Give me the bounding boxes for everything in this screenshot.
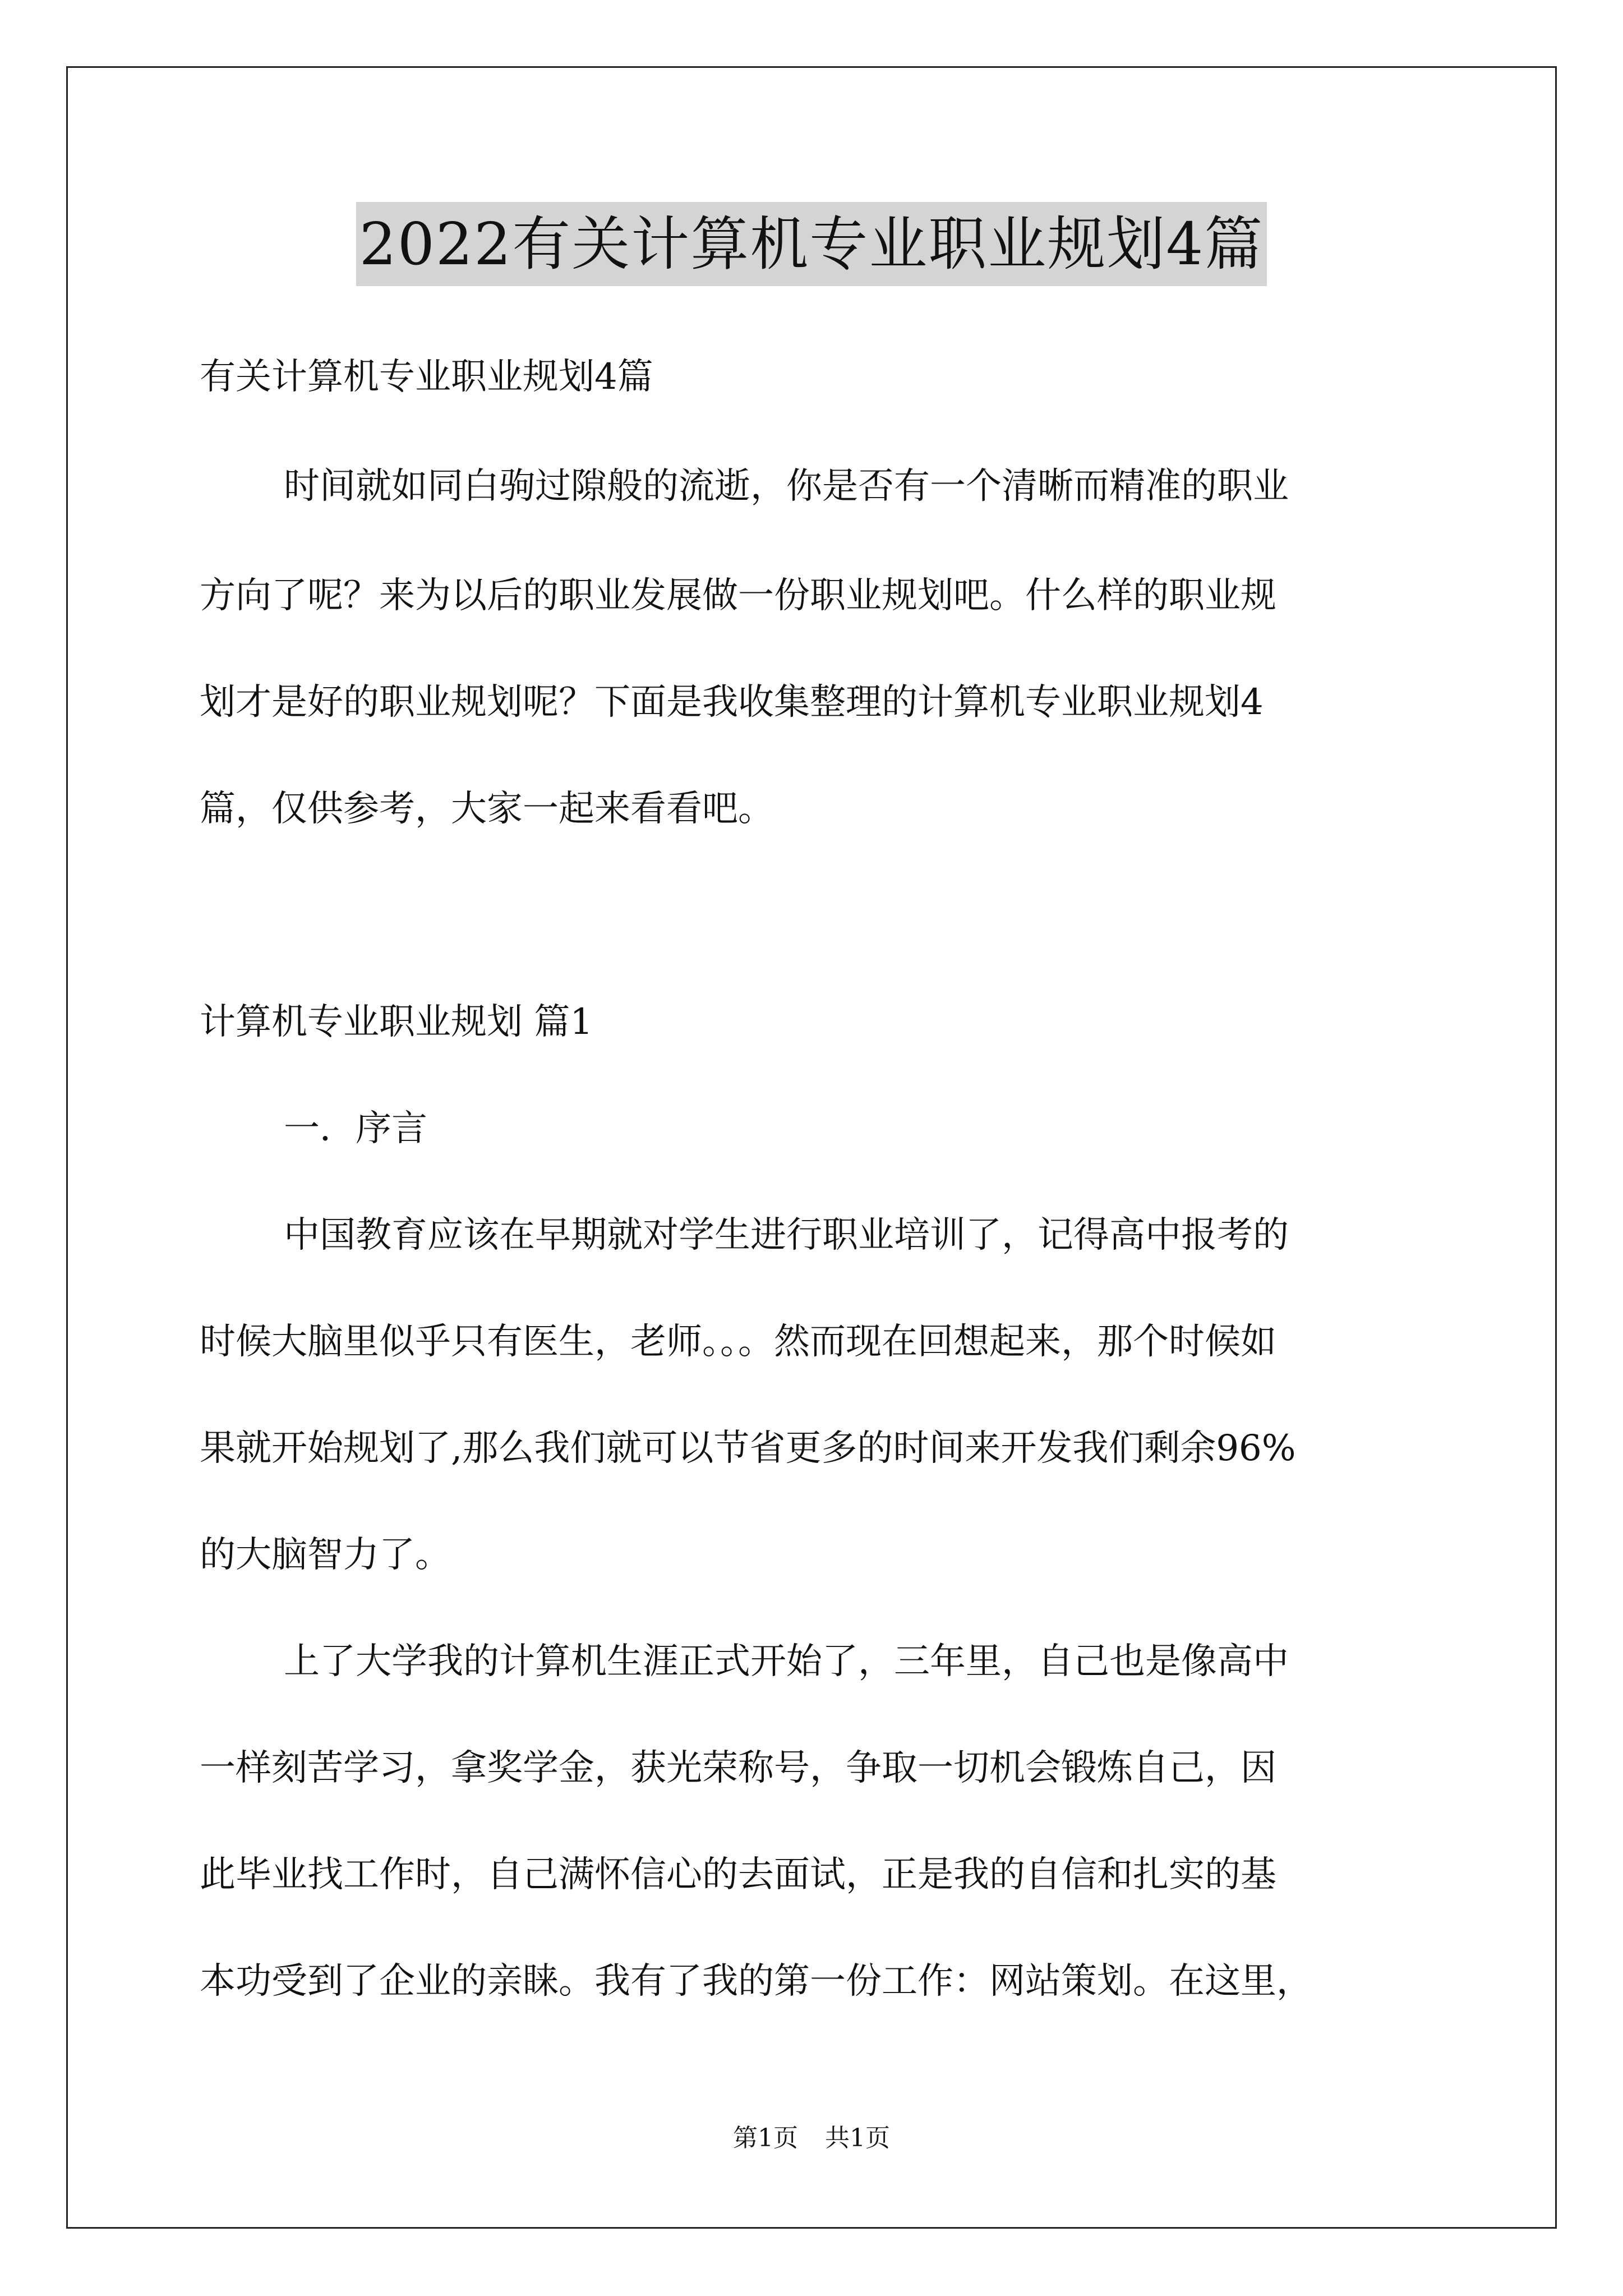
paragraph2-line-4: 本功受到了企业的亲睐。我有了我的第一份工作：网站策划。在这里， [200,1961,1312,2002]
page-footer [0,2122,1623,2155]
paragraph1-line-2: 时候大脑里似乎只有医生，老师。。。然而现在回想起来，那个时候如 [200,1321,1276,1363]
paragraph2-line-2: 一样刻苦学习，拿奖学金，获光荣称号，争取一切机会锻炼自己，因 [200,1747,1276,1789]
intro-line-1: 时间就如同白驹过隙般的流逝，你是否有一个清晰而精准的职业 [284,466,1289,507]
paragraph1-line-4: 的大脑智力了。 [200,1534,451,1576]
intro-line-4: 篇，仅供参考，大家一起来看看吧。 [200,788,774,830]
intro-line-2: 方向了呢？来为以后的职业发展做一份职业规划吧。什么样的职业规 [200,575,1276,616]
intro-line-3: 划才是好的职业规划呢？下面是我收集整理的计算机专业职业规划4 [200,682,1264,723]
title-container [0,202,1623,286]
preface-heading: 一．序言 [284,1108,427,1149]
paragraph2-line-3: 此毕业找工作时，自己满怀信心的去面试，正是我的自信和扎实的基 [200,1854,1276,1895]
document-subtitle: 有关计算机专业职业规划4篇 [200,356,653,398]
section-heading: 计算机专业职业规划 篇1 [200,1001,593,1043]
paragraph2-line-1: 上了大学我的计算机生涯正式开始了，三年里，自己也是像高中 [284,1641,1289,1682]
page-total: 共1页 [825,2124,890,2152]
paragraph1-line-3: 果就开始规划了,那么我们就可以节省更多的时间来开发我们剩余96% [200,1428,1296,1469]
document-title: 2022有关计算机专业职业规划4篇 [356,202,1267,286]
paragraph1-line-1: 中国教育应该在早期就对学生进行职业培训了，记得高中报考的 [284,1214,1289,1256]
page-number: 第1页 [733,2124,798,2152]
